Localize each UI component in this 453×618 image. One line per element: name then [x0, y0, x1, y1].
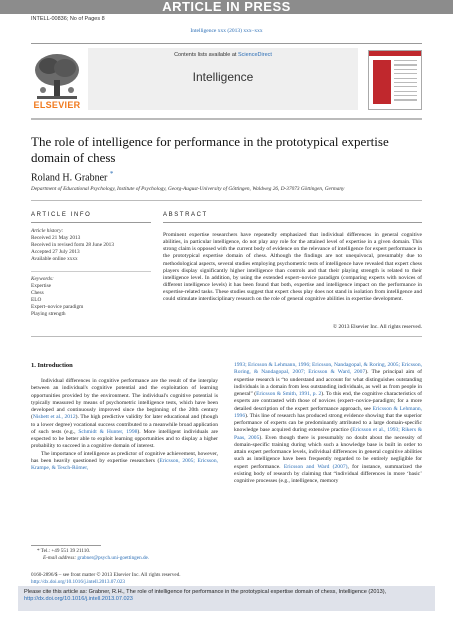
history-label: Article history: [31, 228, 64, 234]
sciencedirect-link[interactable]: ScienceDirect [237, 52, 272, 58]
intro-paragraph [31, 378, 218, 451]
doi-link[interactable]: http://dx.doi.org/10.1016/j.intell.2013.07.023 [31, 578, 126, 585]
contents-line [88, 52, 358, 58]
keywords-block [31, 276, 83, 317]
keyword-item: Chess [31, 289, 44, 296]
history-online: Available online xxxx [31, 255, 78, 262]
article-info-heading: ARTICLE INFO [31, 212, 92, 218]
article-title: The role of intelligence for performance in the prototypical expertise domain of chess [31, 134, 389, 165]
journal-reference[interactable]: Intelligence xxx (2013) xxx–xxx [190, 28, 263, 34]
elsevier-wordmark: ELSEVIER [33, 100, 81, 110]
keyword-item: ELO [31, 296, 42, 303]
author-name: Roland H. Grabner [31, 172, 108, 184]
paragraph-text: ). Even though there is presumably no doubt about the necessity of domain-specific training during which such a knowledge base is built in order to attain expert performance levels, individual differences in general cognitive abilities such as intelligence have been frequently regarded to be entirely negligible for expert performance. [234, 434, 422, 470]
article-code: INTELL-00836; No of Pages 8 [31, 16, 105, 22]
header-rule-thick [31, 118, 422, 120]
affiliation-rule [31, 200, 422, 201]
footnote-mark: * [37, 548, 40, 554]
citation-link[interactable]: Ericsson & Smith, 1991, p. 2 [256, 391, 322, 397]
keyword-item: Expert–novice paradigm [31, 303, 84, 310]
publication-info [31, 572, 181, 585]
history-revised: Received in revised form 28 June 2013 [31, 241, 114, 248]
citation-box [18, 586, 435, 611]
article-in-press-banner: ARTICLE IN PRESS [0, 0, 453, 14]
keywords-label: Keywords: [31, 276, 54, 282]
abstract-rule [163, 222, 422, 223]
citation-link[interactable]: Ericsson and Ward (2007) [283, 463, 348, 470]
intro-column-left [31, 378, 218, 472]
citation-link[interactable]: Ericsson et al., 1993; Rikers & Paas, 2005 [234, 427, 423, 441]
author-footnote [37, 548, 149, 562]
keywords-rule [31, 271, 151, 272]
paragraph-text: ). The principal aim of expertise research is “to understand and account for what distinguishes outstanding individuals in a domain from less outstanding individuals, as well as from people in general” ( [234, 369, 422, 397]
intro-column-right [234, 362, 422, 485]
paragraph-text: ). This line of research has produced strong evidence showing that the superior performance of experts can be predominantly attributed to a large domain-specific knowledge base acquired during extensive practice ( [234, 412, 422, 434]
citation-link[interactable]: Ericsson, 2005; Ericsson, Krampe, & Tesch-Römer, [31, 457, 218, 471]
abstract-heading: ABSTRACT [163, 212, 208, 218]
footnote-rule [31, 545, 101, 546]
cover-red-block [373, 60, 391, 104]
citation-link[interactable]: Schmidt & Hunter, 1998 [78, 428, 138, 435]
section-heading-introduction: 1. Introduction [31, 362, 73, 369]
author-line [31, 170, 113, 183]
keyword-item: Playing strength [31, 310, 66, 317]
intro-paragraph [31, 451, 218, 473]
author-footnote-mark[interactable]: * [109, 170, 114, 178]
cover-top-bar [369, 51, 421, 56]
journal-cover-thumbnail [368, 50, 422, 110]
paragraph-text: ). The high predictive validity for later educational and (though to a lower degree) vocational success contributed to a meanwhile broad application of such tests (e.g., [31, 414, 218, 435]
abstract-text: Prominent expertise researchers have repeatedly emphasized that individual differences in general cognitive abilities, in particular intelligence, do not play any role for the attained level of expertise in a given domain. This strong claim is opposed with the current body of evidence on the relevance of intelligence for expert performance in the prototypical expertise domain of chess. Although the findings are not unequivocal, presumably due to methodological aspects, several studies employing psychometric tests of intelligence have revealed that expert chess players display significantly higher intelligence than controls and that their playing strength is related to their intelligence level. In addition, by using the extended expert–novice paradigm (comparing experts with novices of different intelligence levels) it has been found that both, expertise and intelligence impact on the performance in expertise-related tasks. These studies suggest that expert chess play does not stand in isolation from intelligence and could stimulate interdisciplinary research on the role of general cognitive abilities in expertise development. [163, 232, 422, 303]
footnote-tel: Tel.: +49 551 39 21110. [40, 548, 91, 554]
history-accepted: Accepted 27 July 2013 [31, 248, 80, 255]
journal-title: Intelligence [192, 70, 254, 84]
citation-link[interactable]: Ericsson & Lehmann, 1996 [234, 405, 422, 419]
header-rule-top [31, 43, 422, 44]
elsevier-tree-logo [31, 50, 83, 104]
article-info-rule [31, 222, 151, 223]
contents-prefix: Contents lists available at [174, 52, 237, 58]
keyword-item: Expertise [31, 282, 52, 289]
paragraph-text: ). More intelligent individuals are expected to be better able to exploit learning opportunities and to display a higher probability to succeed in a cognitive domain of interest. [31, 428, 218, 450]
abstract-bottom-rule [31, 336, 422, 337]
footnote-email-label: E-mail address: [43, 554, 77, 561]
citation-text: Please cite this article as: Grabner, R.H., The role of intelligence for performance in the prototypical expertise domain of chess, Intelligence (2013), [24, 589, 387, 595]
paragraph-text: The importance of intelligence as predictor of cognitive achievement, however, has been heavily questioned by expertise researchers ( [31, 450, 218, 464]
issn-line: 0160-2896/$ – see front matter © 2013 Elsevier Inc. All rights reserved. [31, 572, 181, 578]
author-email-link[interactable]: grabner@psych.uni-goettingen.de. [77, 554, 150, 561]
paragraph-text: , for instance, summarized the existing body of research by claiming that “individual differences in more ‘basic’ cognitive processes (e.g., intelligence, memory [234, 463, 422, 484]
journal-masthead [88, 48, 358, 110]
cover-text-lines [394, 60, 417, 104]
author-affiliation: Department of Educational Psychology, Institute of Psychology, Georg-August-University of Göttingen, Waldweg 26, D-37073 Göttingen, Germany [31, 186, 345, 192]
paragraph-text: Individual differences in cognitive performance are the result of the interplay between an individual's cognitive potential and the exploitation of learning opportunities provided by the environment. The individual's cognitive potential is typically measured by means of psychometric intelligence tests, which have been developed and continuously improved since the beginning of the 20th century ( [31, 378, 218, 421]
abstract-copyright: © 2013 Elsevier Inc. All rights reserved. [332, 324, 422, 330]
history-received: Received 21 May 2013 [31, 234, 81, 241]
citation-link[interactable]: Nisbett et al., 2012 [32, 414, 76, 421]
paragraph-text: ). To this end, the cognitive characteristics of experts are contrasted with those of novices (expert–novice-paradigm; for a more detailed description of the expert performance approach, see [234, 391, 422, 412]
article-history [31, 228, 114, 263]
intro-paragraph [234, 362, 422, 485]
citation-link[interactable]: 1993; Ericsson & Lehmann, 1996; Ericsson, Nandagopal, & Roring, 2005; Ericsson, Roring, & Nandagopal, 2007; Ericsson & Ward, 2007 [234, 362, 422, 376]
citation-doi-link[interactable]: http://dx.doi.org/10.1016/j.intell.2013.07.023 [24, 596, 133, 603]
